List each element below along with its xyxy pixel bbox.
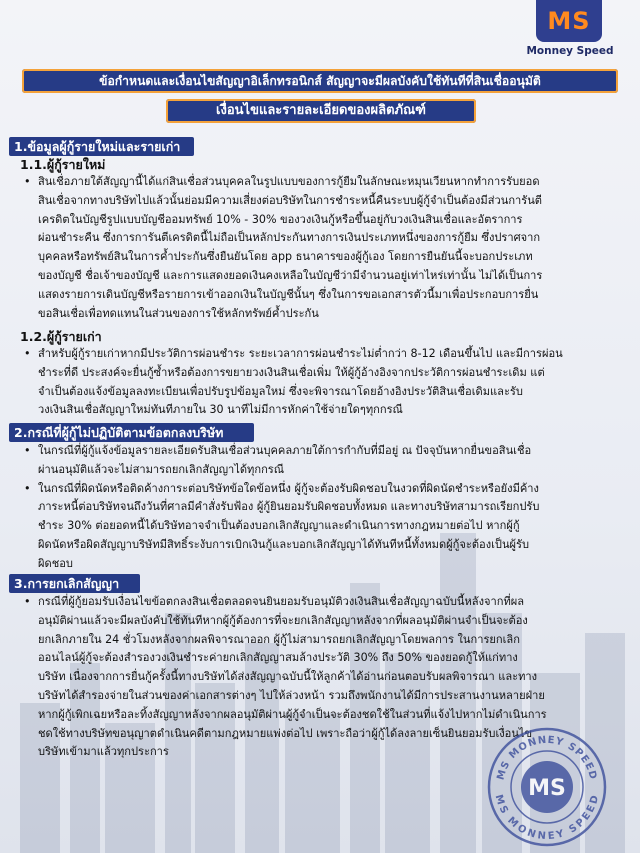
brand-name: Monney Speed: [526, 45, 614, 57]
section-2-heading: 2.กรณีที่ผู้กู้ไม่ปฏิบัติตามข้อตกลงบริษัท: [9, 423, 254, 442]
text-line: อนุมัติผ่านแล้วจะมีผลบังคับใช้ทันทีหากผู้กู้ต้องการที่จะยกเลิกสัญญาหลังจากที่ผลอนุมัติผ่านจำเป็นจะต้อง: [38, 613, 528, 627]
bullet-icon: •: [24, 175, 31, 188]
stamp-center-text: MS: [528, 776, 566, 801]
section-2-body: [24, 442, 624, 574]
text-line: วงเงินสินเชื่อสัญญาใหม่ทันทีภายใน 30 นาทีไม่มีการหักค่าใช้จ่ายใดๆทุกกรณี: [38, 403, 403, 417]
text-line: หากผู้กู้เพิกเฉยหรือละทิ้งสัญญาหลังจากผลอนุมัติผ่านผู้กู้จำเป็นจะต้องชดใช้ในส่วนที่แจ้งไปหากไม่ดำเนินการ: [38, 707, 547, 721]
stamp-ring-bottom: MS MONNEY SPEED: [492, 793, 602, 843]
text-line: เครดิตในบัญชีรูปแบบบัญชีออมทรัพย์ 10% - 30% ของวงเงินกู้หรือขึ้นอยู่กับวงเงินสินเชื่อและอัตราการ: [38, 212, 523, 226]
text-line: แสดงรายการเดินบัญชีหรือรายการเข้าออกเงินในบัญชีนั้นๆ ซึ่งในการขอเอกสารตัวนี้มาเพื่อประกอบการยื่น: [38, 287, 539, 301]
section-1-2-heading: 1.2.ผู้กู้รายเก่า: [20, 329, 102, 344]
text-line: ผ่อนชำระคืน ซึ่งการการันตีเครดิตนี้ไม่ถือเป็นหลักประกันทางการเงินประเภทหนึ่งของการกู้ยืม ซึ่งปราศจาก: [38, 231, 541, 245]
section-3-heading: 3.การยกเลิกสัญญา: [9, 574, 140, 593]
document-subtitle: เงื่อนไขและรายละเอียดของผลิตภัณฑ์: [166, 99, 476, 123]
text-line: ในกรณีที่ผิดนัดหรือติดค้างการะต่อบริษัทข้อใดข้อหนึ่ง ผู้กู้จะต้องรับผิดชอบในงวดที่ผิดนัดชำระหรือยังมีค้าง: [38, 481, 539, 495]
text-line: ผิดนัดหรือผิดสัญญาบริษัทมีสิทธิ์ระงับการเบิกเงินกู้และบอกเลิกสัญญาได้ทันทีหนี้ทั้งหมดผู้กู้จะต้องเป็นผู้รับ: [38, 537, 530, 551]
text-line: ของบัญชี ชื่อเจ้าของบัญชี และการแสดงยอดเงินคงเหลือในบัญชีว่ามีจำนวนอยู่เท่าไหร่เท่านั้น ไม่ได้เป็นการ: [38, 268, 543, 282]
text-line: บุคคลหรือทรัพย์สินในการค้ำประกันซึ่งยืนยันโดย app ธนาคารของผู้กู้เอง โดยการยืนยันนี้จะบอกประเภท: [38, 250, 533, 264]
document-title: ข้อกำหนดและเงื่อนไขสัญญาอิเล็กทรอนิกส์ สัญญาจะมีผลบังคับใช้ทันทีที่สินเชื่ออนุมัติ: [22, 69, 618, 93]
section-1-heading: 1.ข้อมูลผู้กู้รายใหม่และรายเก่า: [9, 137, 194, 156]
brand-logo: [510, 0, 630, 66]
company-stamp: [486, 726, 608, 848]
text-line: สำหรับผู้กู้รายเก่าหากมีประวัติการผ่อนชำระ ระยะเวลาการผ่อนชำระไม่ต่ำกว่า 8-12 เดือนขึ้นไป และมีการผ่อน: [38, 347, 563, 360]
text-line: ในกรณีที่ผู้กู้แจ้งข้อมูลรายละเอียดรับสินเชื่อส่วนบุคคลภายใต้การกำกับที่มีอยู่ ณ ปัจจุบันหากยื่นขอสินเชื่อ: [38, 444, 532, 457]
text-line: บริษัทเข้ามาแล้วทุกประการ: [38, 745, 169, 759]
bullet-icon: •: [24, 347, 31, 360]
text-line: สินเชื่อภายใต้สัญญานี้ได้แก่สินเชื่อส่วนบุคคลในรูปแบบของการกู้ยืมในลักษณะหมุนเวียนหากทำการรับยอด: [38, 175, 540, 188]
section-1-1-body: [24, 173, 624, 323]
bullet-icon: •: [24, 444, 31, 457]
section-1-1-heading: 1.1.ผู้กู้รายใหม่: [20, 157, 106, 172]
text-line: ชำระ 30% ต่อยอดหนี้ได้บริษัทอาจจำเป็นต้องบอกเลิกสัญญาและดำเนินการทางกฎหมายต่อไป หากผู้กู้: [38, 519, 520, 533]
text-line: ยกเลิกภายใน 24 ชั่วโมงหลังจากผลพิจารณาออก ผู้กู้ไม่สามารถยกเลิกสัญญาโดยพลการ ในการยกเลิก: [38, 632, 520, 646]
text-line: บริษัท เนื่องจากการยื่นกู้ครั้งนี้ทางบริษัทได้ส่งสัญญาฉบับนี้ให้ลูกค้าได้อ่านก่อนตอบรับผลพิจารณา และทาง: [38, 670, 538, 684]
section-1-2-body: [24, 345, 624, 420]
text-line: บริษัทได้สำรองจ่ายในส่วนของค่าเอกสารต่างๆ ไปให้ล่วงหน้า รวมถึงพนักงานได้มีการประสานงานหลายฝ่าย: [38, 688, 545, 702]
text-line: ขอสินเชื่อเพื่อทดแทนในส่วนของการใช้หลักทรัพย์ค้ำประกัน: [38, 306, 319, 320]
text-line: ออนไลน์ผู้กู้จะต้องสำรองวงเงินชำระค่ายกเลิกสัญญาสมล้างประวัติ 30% ถึง 50% ของยอดกู้ให้แก่ทาง: [38, 651, 518, 665]
text-line: ภาระหนี้ต่อบริษัทจนถึงวันที่ศาลมีคำสั่งรับฟ้อง ผู้กู้ยินยอมรับผิดชอบทั้งหมด และทางบริษัทสามารถเรียกปรับ: [38, 500, 540, 514]
logo-badge: [536, 0, 602, 42]
bullet-icon: •: [24, 481, 31, 495]
text-line: ผ่านอนุมัติแล้วจะไม่สามารถยกเลิกสัญญาได้ทุกกรณี: [38, 462, 285, 476]
text-line: ชดใช้ทางบริษัทขอนุญาตดำเนินคดีตามกฎหมายแพ่งต่อไป เพราะถือว่าผู้กู้ได้ลงลายเซ็นยินยอมรับเงื่อนไข: [38, 726, 533, 740]
text-line: ผิดชอบ: [38, 556, 73, 570]
text-line: กรณีที่ผู้กู้ยอมรับเงื่อนไขข้อตกลงสินเชื่อตลอดจนยินยอมรับอนุมัติวงเงินสินเชื่อสัญญาฉบับนี้หลังจากที่ผล: [38, 595, 525, 608]
stamp-ring-top: MS MONNEY SPEED: [495, 734, 599, 782]
logo-text: MS: [547, 7, 591, 35]
text-line: จำเป็นต้องแจ้งข้อมูลลงทะเบียนเพื่อปรับรูปข้อมูลใหม่ ซึ่งจะพิจารณาโดยอ้างอิงประวัติสินเชื่อเดิมและรับ: [38, 384, 523, 398]
text-line: ชำระที่ดี ประสงค์จะยื่นกู้ซ้ำหรือต้องการขยายวงเงินสินเชื่อเพิ่ม ให้ผู้กู้อ้างอิงจากประวัติการผ่อนชำระเดิม แต่: [38, 365, 545, 379]
bullet-icon: •: [24, 595, 31, 608]
text-line: สินเชื่อจากทางบริษัทไปแล้วนั้นย่อมมีความเสี่ยงต่อบริษัทในการชำระหนี้คืนระบบผู้กู้จำเป็นต้องมีส่วนการันตี: [38, 193, 543, 207]
